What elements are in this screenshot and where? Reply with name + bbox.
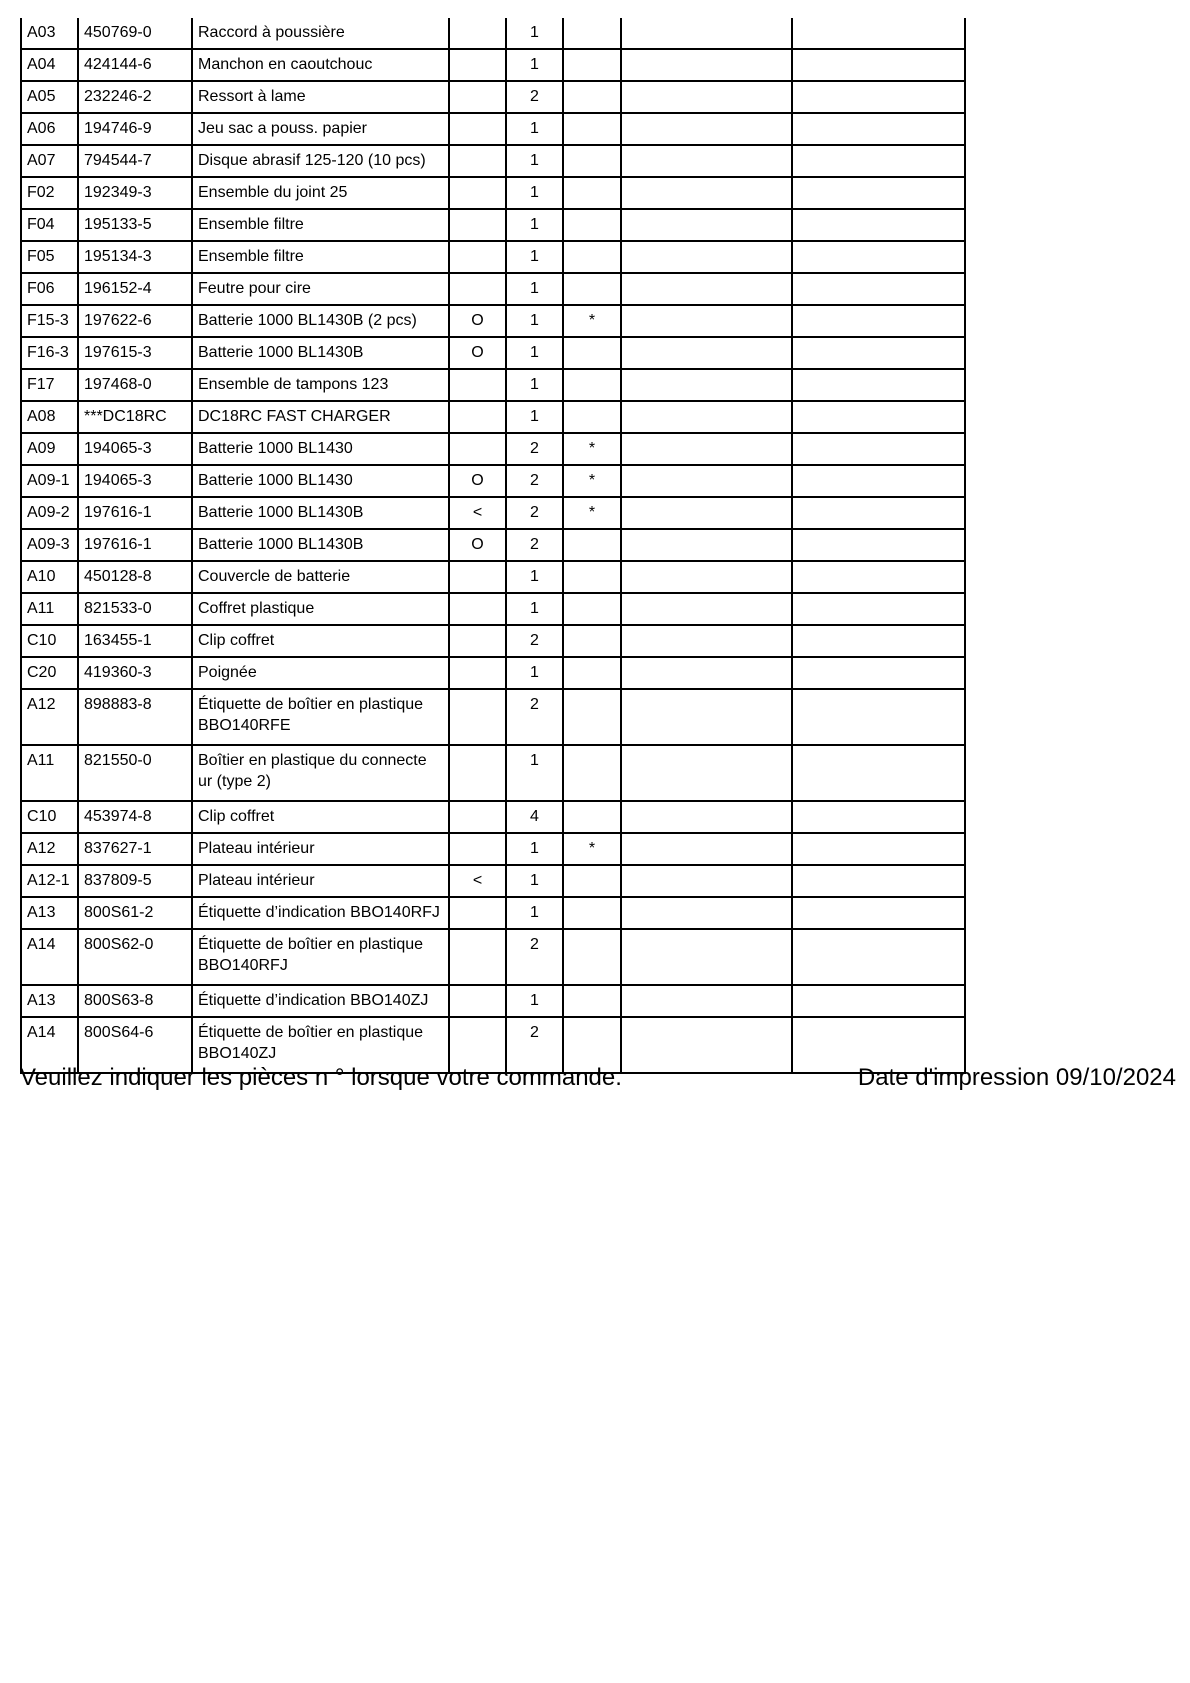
blank-cell — [792, 657, 965, 689]
table-row — [21, 657, 965, 689]
item-number-cell: A14 — [21, 929, 78, 985]
blank-cell — [792, 273, 965, 305]
description-cell: Disque abrasif 125-120 (10 pcs) — [192, 145, 449, 177]
part-number-cell: 163455-1 — [78, 625, 192, 657]
item-number-cell: A09-3 — [21, 529, 78, 561]
option-cell — [449, 929, 506, 985]
item-number-cell: F06 — [21, 273, 78, 305]
mark-cell — [563, 745, 621, 801]
option-cell: O — [449, 305, 506, 337]
part-number-cell: 794544-7 — [78, 145, 192, 177]
item-number-cell: A14 — [21, 1017, 78, 1073]
item-number-cell: A11 — [21, 593, 78, 625]
part-number-cell: 192349-3 — [78, 177, 192, 209]
table-row — [21, 369, 965, 401]
item-number-cell: C10 — [21, 801, 78, 833]
blank-cell — [792, 241, 965, 273]
description-cell: Jeu sac a pouss. papier — [192, 113, 449, 145]
option-cell — [449, 369, 506, 401]
part-number-cell: 453974-8 — [78, 801, 192, 833]
blank-cell — [792, 865, 965, 897]
part-number-cell: 197616-1 — [78, 529, 192, 561]
quantity-cell: 1 — [506, 897, 563, 929]
blank-cell — [621, 865, 792, 897]
blank-cell — [792, 593, 965, 625]
quantity-cell: 1 — [506, 273, 563, 305]
blank-cell — [792, 401, 965, 433]
blank-cell — [621, 113, 792, 145]
blank-cell — [621, 497, 792, 529]
table-row — [21, 305, 965, 337]
blank-cell — [792, 209, 965, 241]
table-row — [21, 337, 965, 369]
description-cell: Étiquette d’indication BBO140RFJ — [192, 897, 449, 929]
description-cell: Couvercle de batterie — [192, 561, 449, 593]
quantity-cell: 1 — [506, 833, 563, 865]
option-cell — [449, 273, 506, 305]
mark-cell — [563, 689, 621, 745]
blank-cell — [792, 81, 965, 113]
mark-cell — [563, 273, 621, 305]
item-number-cell: A11 — [21, 745, 78, 801]
description-cell: Ensemble filtre — [192, 209, 449, 241]
blank-cell — [792, 801, 965, 833]
blank-cell — [792, 113, 965, 145]
mark-cell: * — [563, 305, 621, 337]
description-cell: Plateau intérieur — [192, 833, 449, 865]
description-cell: Boîtier en plastique du connecte ur (type 2) — [192, 745, 449, 801]
description-cell: Étiquette de boîtier en plastique BBO140RFE — [192, 689, 449, 745]
part-number-cell: 800S61-2 — [78, 897, 192, 929]
description-cell: Raccord à poussière — [192, 18, 449, 49]
blank-cell — [792, 369, 965, 401]
description-cell: DC18RC FAST CHARGER — [192, 401, 449, 433]
quantity-cell: 2 — [506, 625, 563, 657]
blank-cell — [621, 801, 792, 833]
blank-cell — [621, 241, 792, 273]
blank-cell — [792, 929, 965, 985]
mark-cell — [563, 529, 621, 561]
parts-table-body — [21, 18, 965, 1073]
part-number-cell: 194065-3 — [78, 465, 192, 497]
quantity-cell: 1 — [506, 401, 563, 433]
mark-cell — [563, 657, 621, 689]
mark-cell — [563, 897, 621, 929]
part-number-cell: ***DC18RC — [78, 401, 192, 433]
table-row — [21, 81, 965, 113]
quantity-cell: 2 — [506, 465, 563, 497]
part-number-cell: 898883-8 — [78, 689, 192, 745]
blank-cell — [621, 177, 792, 209]
quantity-cell: 2 — [506, 81, 563, 113]
description-cell: Batterie 1000 BL1430B (2 pcs) — [192, 305, 449, 337]
mark-cell: * — [563, 833, 621, 865]
mark-cell — [563, 18, 621, 49]
option-cell — [449, 593, 506, 625]
blank-cell — [621, 833, 792, 865]
blank-cell — [792, 145, 965, 177]
table-row — [21, 561, 965, 593]
quantity-cell: 2 — [506, 433, 563, 465]
parts-table — [20, 18, 966, 1074]
part-number-cell: 197615-3 — [78, 337, 192, 369]
description-cell: Batterie 1000 BL1430B — [192, 529, 449, 561]
item-number-cell: A10 — [21, 561, 78, 593]
table-row — [21, 465, 965, 497]
option-cell: < — [449, 865, 506, 897]
description-cell: Batterie 1000 BL1430 — [192, 433, 449, 465]
table-row — [21, 593, 965, 625]
option-cell — [449, 745, 506, 801]
mark-cell — [563, 209, 621, 241]
description-cell: Clip coffret — [192, 625, 449, 657]
mark-cell — [563, 241, 621, 273]
mark-cell: * — [563, 433, 621, 465]
mark-cell — [563, 369, 621, 401]
item-number-cell: F17 — [21, 369, 78, 401]
description-cell: Ressort à lame — [192, 81, 449, 113]
description-cell: Clip coffret — [192, 801, 449, 833]
part-number-cell: 419360-3 — [78, 657, 192, 689]
part-number-cell: 195134-3 — [78, 241, 192, 273]
part-number-cell: 196152-4 — [78, 273, 192, 305]
table-row — [21, 529, 965, 561]
description-cell: Ensemble du joint 25 — [192, 177, 449, 209]
option-cell — [449, 433, 506, 465]
description-cell: Ensemble filtre — [192, 241, 449, 273]
mark-cell — [563, 985, 621, 1017]
option-cell: O — [449, 337, 506, 369]
table-row — [21, 18, 965, 49]
table-row — [21, 801, 965, 833]
quantity-cell: 1 — [506, 593, 563, 625]
blank-cell — [621, 273, 792, 305]
blank-cell — [792, 497, 965, 529]
table-row — [21, 985, 965, 1017]
item-number-cell: A03 — [21, 18, 78, 49]
blank-cell — [621, 929, 792, 985]
part-number-cell: 194746-9 — [78, 113, 192, 145]
mark-cell — [563, 177, 621, 209]
quantity-cell: 1 — [506, 113, 563, 145]
description-cell: Batterie 1000 BL1430B — [192, 497, 449, 529]
part-number-cell: 194065-3 — [78, 433, 192, 465]
blank-cell — [792, 897, 965, 929]
part-number-cell: 800S62-0 — [78, 929, 192, 985]
blank-cell — [621, 305, 792, 337]
mark-cell — [563, 81, 621, 113]
item-number-cell: C10 — [21, 625, 78, 657]
option-cell — [449, 113, 506, 145]
option-cell — [449, 81, 506, 113]
blank-cell — [792, 465, 965, 497]
mark-cell — [563, 113, 621, 145]
part-number-cell: 821550-0 — [78, 745, 192, 801]
table-row — [21, 929, 965, 985]
item-number-cell: A09-1 — [21, 465, 78, 497]
quantity-cell: 1 — [506, 985, 563, 1017]
table-row — [21, 177, 965, 209]
description-cell: Étiquette de boîtier en plastique BBO140RFJ — [192, 929, 449, 985]
description-cell: Poignée — [192, 657, 449, 689]
part-number-cell: 837809-5 — [78, 865, 192, 897]
option-cell — [449, 49, 506, 81]
option-cell — [449, 241, 506, 273]
blank-cell — [792, 49, 965, 81]
table-row — [21, 689, 965, 745]
quantity-cell: 2 — [506, 929, 563, 985]
part-number-cell: 232246-2 — [78, 81, 192, 113]
option-cell: O — [449, 529, 506, 561]
option-cell — [449, 401, 506, 433]
option-cell — [449, 561, 506, 593]
print-date: Date d'impression 09/10/2024 — [857, 1064, 1176, 1091]
option-cell — [449, 625, 506, 657]
blank-cell — [621, 49, 792, 81]
blank-cell — [621, 1017, 792, 1073]
mark-cell — [563, 929, 621, 985]
item-number-cell: A12 — [21, 833, 78, 865]
part-number-cell: 821533-0 — [78, 593, 192, 625]
quantity-cell: 1 — [506, 865, 563, 897]
description-cell: Ensemble de tampons 123 — [192, 369, 449, 401]
blank-cell — [792, 561, 965, 593]
item-number-cell: F05 — [21, 241, 78, 273]
item-number-cell: F15-3 — [21, 305, 78, 337]
mark-cell — [563, 593, 621, 625]
blank-cell — [792, 337, 965, 369]
quantity-cell: 1 — [506, 561, 563, 593]
mark-cell — [563, 865, 621, 897]
quantity-cell: 1 — [506, 337, 563, 369]
table-row — [21, 401, 965, 433]
item-number-cell: C20 — [21, 657, 78, 689]
part-number-cell: 450769-0 — [78, 18, 192, 49]
quantity-cell: 2 — [506, 497, 563, 529]
mark-cell: * — [563, 497, 621, 529]
item-number-cell: F04 — [21, 209, 78, 241]
table-row — [21, 433, 965, 465]
quantity-cell: 1 — [506, 49, 563, 81]
table-row — [21, 241, 965, 273]
quantity-cell: 1 — [506, 209, 563, 241]
mark-cell — [563, 401, 621, 433]
blank-cell — [621, 401, 792, 433]
option-cell — [449, 18, 506, 49]
option-cell — [449, 209, 506, 241]
part-number-cell: 424144-6 — [78, 49, 192, 81]
table-row — [21, 209, 965, 241]
item-number-cell: F16-3 — [21, 337, 78, 369]
blank-cell — [621, 745, 792, 801]
quantity-cell: 1 — [506, 177, 563, 209]
part-number-cell: 800S64-6 — [78, 1017, 192, 1073]
table-row — [21, 49, 965, 81]
table-row — [21, 745, 965, 801]
quantity-cell: 2 — [506, 1017, 563, 1073]
table-row — [21, 897, 965, 929]
blank-cell — [792, 529, 965, 561]
option-cell — [449, 177, 506, 209]
item-number-cell: A13 — [21, 985, 78, 1017]
blank-cell — [621, 897, 792, 929]
quantity-cell: 2 — [506, 689, 563, 745]
part-number-cell: 197468-0 — [78, 369, 192, 401]
quantity-cell: 1 — [506, 305, 563, 337]
part-number-cell: 195133-5 — [78, 209, 192, 241]
option-cell — [449, 689, 506, 745]
quantity-cell: 1 — [506, 745, 563, 801]
blank-cell — [792, 689, 965, 745]
option-cell: O — [449, 465, 506, 497]
quantity-cell: 1 — [506, 241, 563, 273]
quantity-cell: 1 — [506, 18, 563, 49]
item-number-cell: A04 — [21, 49, 78, 81]
blank-cell — [621, 985, 792, 1017]
description-cell: Étiquette de boîtier en plastique BBO140ZJ — [192, 1017, 449, 1073]
item-number-cell: A09 — [21, 433, 78, 465]
description-cell: Manchon en caoutchouc — [192, 49, 449, 81]
quantity-cell: 1 — [506, 369, 563, 401]
mark-cell — [563, 625, 621, 657]
blank-cell — [621, 689, 792, 745]
blank-cell — [621, 369, 792, 401]
blank-cell — [621, 465, 792, 497]
table-row — [21, 625, 965, 657]
description-cell: Feutre pour cire — [192, 273, 449, 305]
quantity-cell: 4 — [506, 801, 563, 833]
description-cell: Plateau intérieur — [192, 865, 449, 897]
description-cell: Batterie 1000 BL1430 — [192, 465, 449, 497]
blank-cell — [792, 745, 965, 801]
mark-cell — [563, 801, 621, 833]
mark-cell — [563, 561, 621, 593]
blank-cell — [792, 985, 965, 1017]
blank-cell — [621, 625, 792, 657]
blank-cell — [621, 209, 792, 241]
item-number-cell: A06 — [21, 113, 78, 145]
blank-cell — [792, 305, 965, 337]
table-row — [21, 497, 965, 529]
option-cell — [449, 833, 506, 865]
mark-cell — [563, 145, 621, 177]
table-row — [21, 113, 965, 145]
item-number-cell: A12-1 — [21, 865, 78, 897]
item-number-cell: A08 — [21, 401, 78, 433]
table-row — [21, 865, 965, 897]
quantity-cell: 1 — [506, 145, 563, 177]
option-cell — [449, 801, 506, 833]
part-number-cell: 197622-6 — [78, 305, 192, 337]
blank-cell — [621, 593, 792, 625]
part-number-cell: 800S63-8 — [78, 985, 192, 1017]
mark-cell — [563, 49, 621, 81]
item-number-cell: A07 — [21, 145, 78, 177]
item-number-cell: A13 — [21, 897, 78, 929]
blank-cell — [792, 833, 965, 865]
order-note: Veuillez indiquer les pièces n ° lorsque votre commande. — [20, 1064, 622, 1091]
blank-cell — [621, 433, 792, 465]
description-cell: Batterie 1000 BL1430B — [192, 337, 449, 369]
mark-cell — [563, 337, 621, 369]
blank-cell — [621, 657, 792, 689]
blank-cell — [792, 625, 965, 657]
option-cell — [449, 145, 506, 177]
mark-cell: * — [563, 465, 621, 497]
blank-cell — [792, 433, 965, 465]
item-number-cell: A09-2 — [21, 497, 78, 529]
blank-cell — [792, 18, 965, 49]
table-row — [21, 833, 965, 865]
option-cell — [449, 985, 506, 1017]
blank-cell — [621, 529, 792, 561]
blank-cell — [621, 337, 792, 369]
blank-cell — [621, 81, 792, 113]
item-number-cell: A05 — [21, 81, 78, 113]
table-row — [21, 273, 965, 305]
part-number-cell: 197616-1 — [78, 497, 192, 529]
quantity-cell: 1 — [506, 657, 563, 689]
item-number-cell: A12 — [21, 689, 78, 745]
option-cell: < — [449, 497, 506, 529]
option-cell — [449, 897, 506, 929]
blank-cell — [621, 18, 792, 49]
table-row — [21, 145, 965, 177]
quantity-cell: 2 — [506, 529, 563, 561]
item-number-cell: F02 — [21, 177, 78, 209]
blank-cell — [621, 561, 792, 593]
blank-cell — [621, 145, 792, 177]
description-cell: Coffret plastique — [192, 593, 449, 625]
blank-cell — [792, 177, 965, 209]
description-cell: Étiquette d’indication BBO140ZJ — [192, 985, 449, 1017]
option-cell — [449, 657, 506, 689]
part-number-cell: 837627-1 — [78, 833, 192, 865]
part-number-cell: 450128-8 — [78, 561, 192, 593]
